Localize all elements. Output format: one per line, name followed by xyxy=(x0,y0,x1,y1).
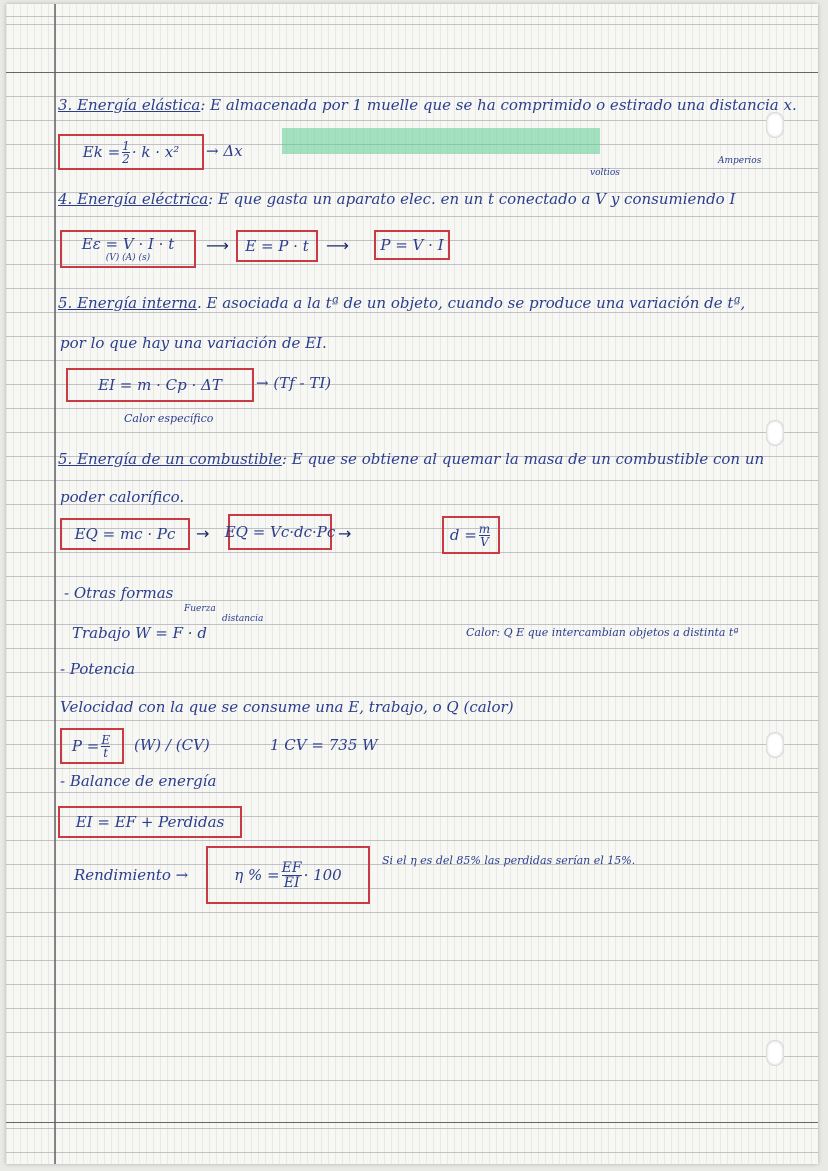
formula-internal-note: → (Tf - TI) xyxy=(256,374,332,392)
formula-electric-1-main: Eε = V · I · t xyxy=(81,235,175,253)
section-4 xyxy=(58,190,735,208)
fraction-m-over-v xyxy=(479,523,490,548)
fraction-num: m xyxy=(478,521,491,536)
formula-electric-2: E = P · t xyxy=(236,230,318,262)
formula-efficiency xyxy=(206,846,370,904)
formula-internal: EI = m · Cp · ΔT xyxy=(66,368,254,402)
trabajo-formula: Trabajo W = F · d xyxy=(72,624,207,642)
fraction-half xyxy=(122,140,130,165)
formula-power xyxy=(60,728,124,764)
formula-electric-3: P = V · I xyxy=(374,230,450,260)
binder-hole xyxy=(766,1040,784,1066)
power-units: (W) / (CV) xyxy=(134,736,210,754)
annotation-amperios: Amperios xyxy=(718,156,762,166)
fraction-den: V xyxy=(480,534,489,549)
annotation-distancia: distancia xyxy=(222,614,264,624)
balance-heading: - Balance de energía xyxy=(60,772,217,790)
fraction-den: t xyxy=(103,745,109,760)
formula-electric-1 xyxy=(60,230,196,268)
section-5-interna-text2: por lo que hay una variación de EI. xyxy=(60,334,327,352)
section-5-combustible xyxy=(58,450,764,468)
rendimiento-label: Rendimiento → xyxy=(74,866,189,884)
formula-elastic xyxy=(58,134,204,170)
potencia-heading: - Potencia xyxy=(60,660,136,678)
binder-hole xyxy=(766,732,784,758)
section-5-combustible-text: : E que se obtiene al quemar la masa de un combustible con un xyxy=(281,450,765,468)
calor-definition: Calor: Q E que intercambian objetos a distinta tª xyxy=(466,626,739,639)
otras-formas-heading: - Otras formas xyxy=(64,584,174,602)
formula-fuel-2: EQ = Vc·dc·Pc xyxy=(228,514,332,550)
label-calor-especifico: Calor específico xyxy=(124,412,214,425)
section-3-text: : E almacenada por 1 muelle que se ha comprimido o estirado una distancia x. xyxy=(200,96,797,114)
formula-elastic-lhs: Ek = xyxy=(82,143,121,161)
section-3 xyxy=(58,96,797,114)
section-4-text: : E que gasta un aparato elec. en un t conectado a V y consumiendo I xyxy=(208,190,736,208)
top-rule xyxy=(6,72,818,73)
fraction-den: EI xyxy=(283,874,300,891)
fraction-e-over-t xyxy=(101,734,110,759)
fraction-den: 2 xyxy=(122,151,130,166)
annotation-fuerza: Fuerza xyxy=(184,604,216,614)
efficiency-note: Si el η es del 85% las perdidas serían el 15%. xyxy=(382,854,636,867)
cv-conversion: 1 CV = 735 W xyxy=(270,736,378,754)
potencia-definition: Velocidad con la que se consume una E, trabajo, o Q (calor) xyxy=(60,698,514,716)
section-4-title: 4. Energía eléctrica xyxy=(58,190,209,208)
arrow-right-icon: → xyxy=(338,524,352,543)
formula-efficiency-lhs: η % = xyxy=(234,866,280,884)
section-5-combustible-text2: poder calorífico. xyxy=(60,488,185,506)
fraction-num: EF xyxy=(281,859,302,876)
section-5-interna-title: 5. Energía interna xyxy=(58,294,197,312)
annotation-voltios: voltios xyxy=(590,168,620,178)
formula-balance: EI = EF + Perdidas xyxy=(58,806,242,838)
arrow-right-icon: ⟶ xyxy=(206,236,229,255)
arrow-right-icon: ⟶ xyxy=(326,236,349,255)
formula-electric-1-units: (V) (A) (s) xyxy=(105,253,151,263)
formula-fuel-1: EQ = mc · Pc xyxy=(60,518,190,550)
section-3-title: 3. Energía elástica xyxy=(58,96,201,114)
fraction-ef-over-ei xyxy=(282,861,302,890)
fraction-num: 1 xyxy=(122,138,130,153)
section-5-interna xyxy=(58,294,745,312)
fraction-num: E xyxy=(101,732,111,747)
binder-hole xyxy=(766,420,784,446)
formula-power-lhs: P = xyxy=(71,737,100,755)
margin-line xyxy=(54,4,56,1164)
formula-density xyxy=(442,516,500,554)
section-5-interna-text: . E asociada a la tª de un objeto, cuando se produce una variación de tª, xyxy=(196,294,746,312)
arrow-right-icon: → xyxy=(196,524,210,543)
bottom-rule xyxy=(6,1122,818,1123)
delta-x-note: → Δx xyxy=(206,142,243,160)
green-highlight xyxy=(282,128,600,154)
formula-density-lhs: d = xyxy=(449,526,477,544)
formula-elastic-rhs: · k · x² xyxy=(131,143,180,161)
binder-hole xyxy=(766,112,784,138)
formula-efficiency-rhs: · 100 xyxy=(303,866,342,884)
section-5-combustible-title: 5. Energía de un combustible xyxy=(58,450,282,468)
